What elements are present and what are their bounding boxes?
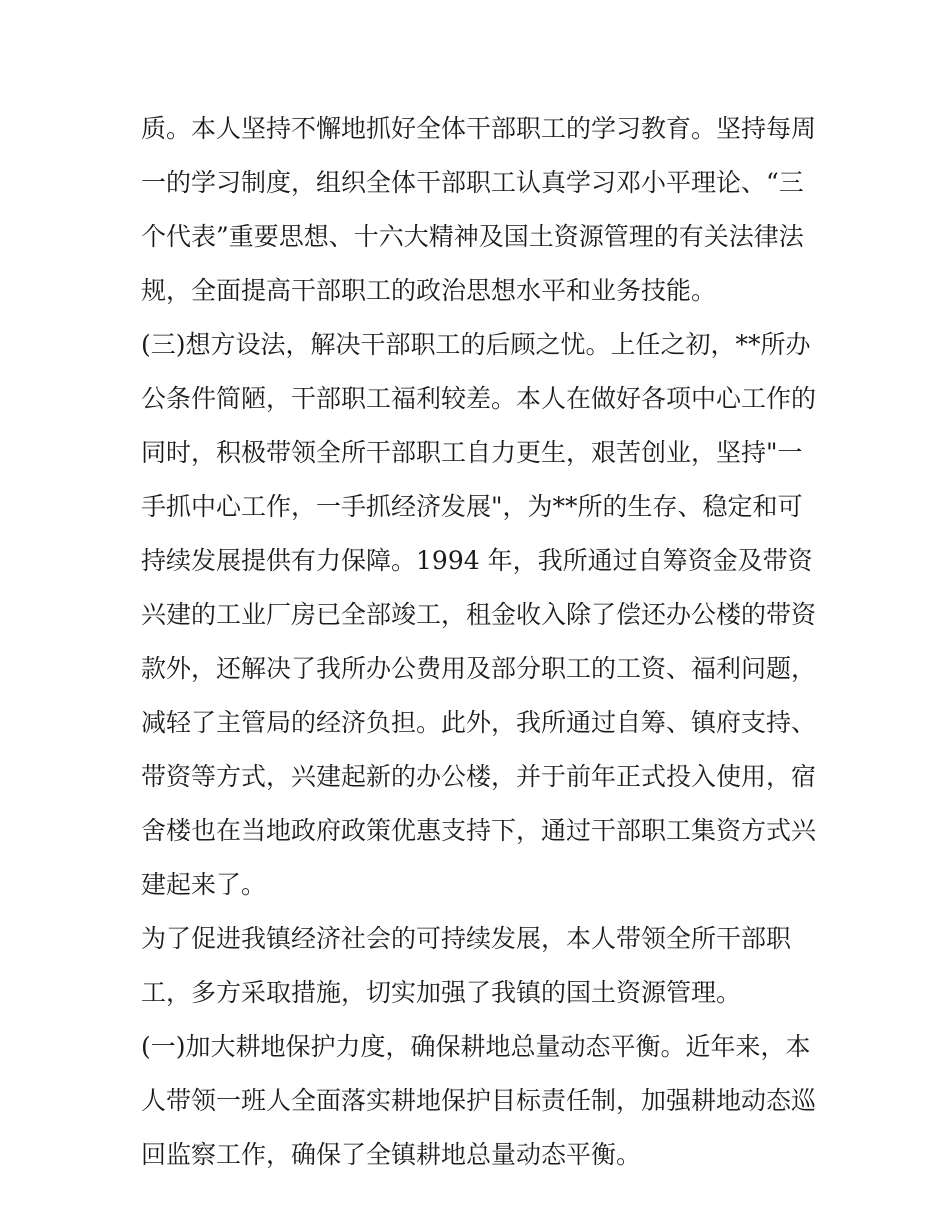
text-line-6: 公条件简陋，干部职工福利较差。本人在做好各项中心工作的 xyxy=(141,384,817,413)
text-line-11: 款外，还解决了我所办公费用及部分职工的工资、福利问题， xyxy=(141,654,817,683)
text-line-9: 持续发展提供有力保障。1994 年，我所通过自筹资金及带资 xyxy=(141,546,813,575)
text-line-3: 个代表”重要思想、十六大精神及国土资源管理的有关法律法 xyxy=(141,222,804,251)
text-line-20: 回监察工作，确保了全镇耕地总量动态平衡。 xyxy=(141,1140,642,1169)
text-line-14: 舍楼也在当地政府政策优惠支持下，通过干部职工集资方式兴 xyxy=(141,816,817,845)
text-line-16: 为了促进我镇经济社会的可持续发展，本人带领全所干部职 xyxy=(141,924,792,953)
text-line-15: 建起来了。 xyxy=(141,870,267,899)
text-line-7: 同时，积极带领全所干部职工自力更生，艰苦创业，坚持"一 xyxy=(141,438,803,467)
text-line-5: (三)想方设法，解决干部职工的后顾之忧。上任之初，**所办 xyxy=(141,330,811,359)
text-line-13: 带资等方式，兴建起新的办公楼，并于前年正式投入使用，宿 xyxy=(141,762,817,791)
document-body xyxy=(141,102,821,1182)
text-line-19: 人带领一班人全面落实耕地保护目标责任制，加强耕地动态巡 xyxy=(141,1086,817,1115)
text-line-10: 兴建的工业厂房已全部竣工，租金收入除了偿还办公楼的带资 xyxy=(141,600,817,629)
text-line-18: (一)加大耕地保护力度，确保耕地总量动态平衡。近年来，本 xyxy=(141,1032,811,1061)
text-line-8: 手抓中心工作，一手抓经济发展"，为**所的生存、稳定和可 xyxy=(141,492,803,521)
text-line-17: 工，多方采取措施，切实加强了我镇的国土资源管理。 xyxy=(141,978,742,1007)
text-line-1: 质。本人坚持不懈地抓好全体干部职工的学习教育。坚持每周 xyxy=(141,114,817,143)
text-line-12: 减轻了主管局的经济负担。此外，我所通过自筹、镇府支持、 xyxy=(141,708,817,737)
text-line-2: 一的学习制度，组织全体干部职工认真学习邓小平理论、“三 xyxy=(141,168,804,197)
text-line-4: 规，全面提高干部职工的政治思想水平和业务技能。 xyxy=(141,276,717,305)
